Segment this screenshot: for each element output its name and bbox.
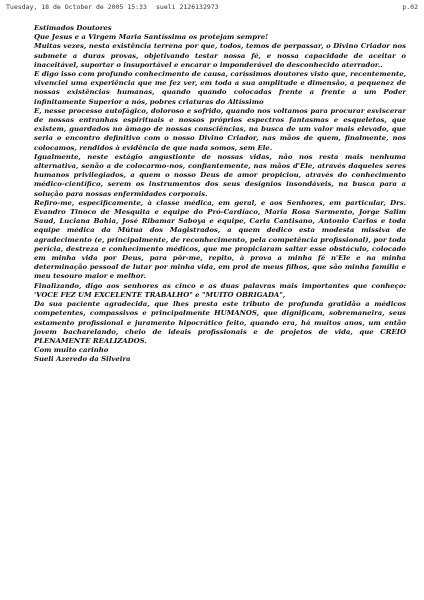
letter-signature: Sueli Azeredo da Silveira — [34, 355, 131, 364]
letter-paragraph: Igualmente, neste estágio angustiante de nossas vidas, não nos resta mais nenhuma alternativa, senão a de colocarmo-nos, confiantemente, nas mãos d'Ele, através daqueles seres humanos privilegiados, a quem o nosso Deus de amor propiciou, através do conhecimento médico-científico, serem os instrumentos dos seus desígnios insondáveis, na busca para a solução para nossas enfermidades corporais. — [34, 152, 406, 198]
fax-datetime: Tuesday, 18 de October de 2005 15:33 — [6, 3, 147, 11]
letter-closing: Com muito carinho — [34, 346, 109, 355]
letter-paragraph: E digo isso com profundo conhecimento de causa, caríssimos doutores visto que, recentemente, vivenciei uma experiência que me fez ver, em toda a sua amplitude e dimensão, a pequenez de nossas existências humanas, quando quando colocadas frente a frente a um Poder infinitamente Superior a nós, pobres criaturas do Altíssimo — [34, 70, 406, 106]
letter-paragraph: Finalizando, digo aos senhores as cinco e as duas palavras mais importantes que conheço: 'VOCE FEZ UM EXCELENTE TRABALHO" e "MUITO OBRIGADA", — [34, 281, 406, 299]
fax-sender: sueli 2126132973 — [156, 3, 219, 11]
letter-paragraph: E, nesse processo autofágico, doloroso e sofrido, quando nos voltamos para procurar esviscerar de nossas entranhas espirituais e nossos próprios espectros fantasmas e esqueletos, que existem, guardados no âmago de nossas consciências, na busca de um valor mais elevado, que seria o encontro definitivo com o nosso Divino Criador, nas mãos de quem, finalmente, nos colocamos, rendidos à evidência de que nada somos, sem Ele. — [34, 106, 406, 152]
letter-paragraph: Refiro-me, especificamente, à classe médica, em geral, e aos Senhores, em particular, Drs. Evandro Tinoco de Mesquita e equipe do Pró-Cardíaco, Maria Rosa Sarmento, Jorge Salim Saud, Luciana Bahia, José Ribamar Saboya e equipe, Carla Cantisano, Antonio Carlos e toda equipe médica da Mútua dos Magistrados, a quem dedico esta modesta missiva de agradecimento (e, principalmente, de reconhecimento, pela competência profissional), por toda perícia, destreza e conhecimento médicos, que me propiciaram saltar esse obstáculo, colocado em minha vida por Deus, para pôr-me, repito, à prova a minha fé n'Ele e na minha determinação pessoal de lutar por minha vida, em prol de meus filhos, que são minha família e meu tesouro maior e melhor. — [34, 198, 406, 281]
letter-paragraph: Muitas vezes, nesta existência terrena por que, todos, temos de perpassar, o Divino Criador nos submete a duras provas, objetivando testar nossa fé, e nossa capacidade de aceitar o inaceitável, suportar o insuportável e encarar o imponderável do desconhecido aterrador.. — [34, 42, 406, 69]
letter-paragraph: Da sua paciente agradecida, que lhes presta este tributo de profunda gratidão a médicos competentes, compassivos e principalmente HUMANOS, que dignificam, sobremaneira, seus estamento profissional e juramento hipocrático feito, quando era, há muitos anos, um então jovem bacharelando, cheio de ideais profissionais e de projetos de vida, que CREIO PLENAMENTE REALIZADOS. — [34, 300, 406, 345]
letter-salutation: Estimados Doutores — [34, 24, 112, 32]
fax-header — [6, 3, 418, 13]
letter-blessing: Que Jesus e a Virgem Maria Santíssima os protejam sempre! — [34, 33, 269, 42]
letter-body — [34, 24, 406, 365]
fax-page-number: p.02 — [402, 3, 418, 11]
